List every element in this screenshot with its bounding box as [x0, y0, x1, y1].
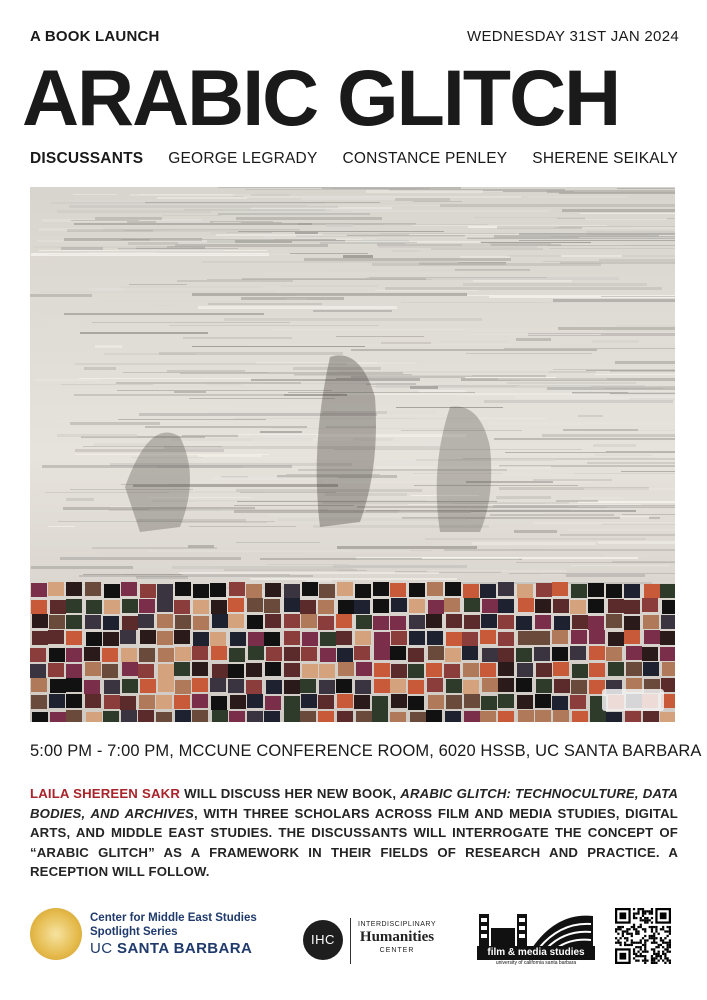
author-name: LAILA SHEREEN SAKR	[30, 786, 181, 801]
sponsor-footer	[0, 908, 707, 980]
discussant-name: GEORGE LEGRADY	[168, 150, 318, 167]
event-description	[30, 784, 678, 882]
event-date: WEDNESDAY 31ST JAN 2024	[467, 28, 679, 45]
ucsb-name: SANTA BARBARA	[117, 940, 253, 957]
event-details: 5:00 PM - 7:00 PM, MCCUNE CONFERENCE ROOM, 6020 HSSB, UC SANTA BARBARA	[30, 742, 702, 760]
ihc-line1: INTERDISCIPLINARY	[358, 921, 436, 928]
ucsb-uc: UC	[90, 940, 118, 957]
discussants-label: DISCUSSANTS	[30, 150, 144, 167]
discussant-name: SHERENE SEIKALY	[532, 150, 678, 167]
description-text: , WITH THREE SCHOLARS ACROSS FILM AND MEDIA STUDIES, DIGITAL ARTS, AND MIDDLE EAST STUDIES. THE DISCUSSANTS WILL INTERROGATE THE CONCEPT OF “ARABIC GLITCH” AS A FRAMEWORK IN THEIR FIELDS OF RESEARCH AND PRACTICE. A RECEPTION WILL FOLLOW.	[30, 805, 678, 879]
ihc-divider	[350, 918, 351, 964]
ihc-logo: IHC	[303, 920, 343, 960]
page-title: ARABIC GLITCH	[22, 53, 620, 142]
cmes-name	[90, 911, 257, 939]
discussants-row	[30, 150, 678, 168]
cmes-line1: Center for Middle East Studies	[90, 912, 257, 924]
ihc-line2: Humanities	[359, 929, 435, 945]
qr-code[interactable]	[615, 908, 671, 964]
ihc-line3: CENTER	[379, 947, 415, 954]
book-title: ARABIC GLITCH: TECHNOCULTURE, DATA BODIES, AND ARCHIVES	[30, 786, 678, 821]
cmes-line2: Spotlight Series	[90, 926, 178, 938]
description-text: WILL DISCUSS HER NEW BOOK,	[180, 786, 401, 801]
event-kicker: A BOOK LAUNCH	[30, 28, 160, 45]
glitch-artwork-svg	[30, 187, 675, 722]
ihc-name	[358, 921, 436, 954]
glitch-artwork-image	[30, 187, 675, 722]
cmes-seal-logo	[30, 908, 82, 960]
discussant-name: CONSTANCE PENLEY	[342, 150, 508, 167]
film-media-studies-name: film & media studies	[477, 946, 595, 960]
ucsb-wordmark	[90, 940, 252, 957]
film-media-studies-sub: university of california santa barbara	[495, 960, 577, 966]
